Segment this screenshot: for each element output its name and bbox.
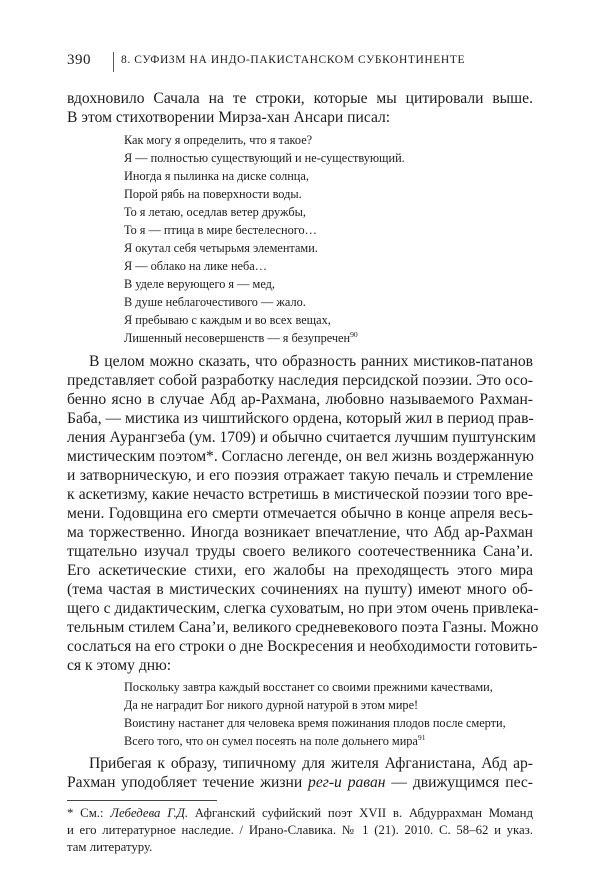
poem-line: Я — полностью существующий и не-существующий. <box>124 151 405 165</box>
poem-line-last <box>124 331 358 346</box>
footnote-line: там литературу. <box>67 840 153 854</box>
poem-line: Да не наградит Бог никого дурной натурой в этом мире! <box>124 698 419 712</box>
poem-line-last <box>124 734 426 749</box>
paragraph-line: Баба, — мистика из чиштийского ордена, который жил в период прав- <box>67 410 534 427</box>
header-divider <box>113 52 114 72</box>
paragraph-line: тельным стилем Сана’и, великого средневекового поэта Газны. Можно <box>67 619 539 636</box>
footnote-marker: * <box>67 806 74 820</box>
paragraph-line: представляет собой разработку наследия персидской поэзии. Это осо- <box>67 372 533 389</box>
paragraph-line: и затворническую, и его поэзия отражает такую печаль и стремление <box>67 467 533 484</box>
closing-line: Прибегая к образу, типичному для жителя Афганистана, Абд ар- <box>89 755 533 772</box>
paragraph-line: щего с дидактическим, слегка суховатым, но при этом очень привлека- <box>67 600 539 617</box>
running-title: 8. СУФИЗМ НА ИНДО-ПАКИСТАНСКОМ СУБКОНТИНЕНТЕ <box>121 54 466 66</box>
closing-text: Рахман уподобляет течение жизни <box>67 774 309 791</box>
poem-line: Я пребываю с каждым и во всех вещах, <box>124 313 331 327</box>
closing-term: рег-и раван <box>308 774 386 791</box>
page-header <box>67 52 547 74</box>
footnote-text: Афганский суфийский поэт XVII в. Абдуррахман Моманд <box>188 806 533 820</box>
poem-line: Порой рябь на поверхности воды. <box>124 187 302 201</box>
footnote-line: и его литературное наследие. / Ирано-Славика. № 1 (21). 2010. С. 58–62 и указ. <box>67 823 533 837</box>
intro-line: В этом стихотворении Мирза-хан Ансари писал: <box>67 109 391 126</box>
paragraph-line: Его аскетические стихи, его жалобы на преходящесть этого мира <box>67 562 533 579</box>
footnote-text: См.: <box>73 806 111 820</box>
closing-line <box>67 774 533 792</box>
poem-line: Я — облако на лике неба… <box>124 259 267 273</box>
footnote-author: Лебедева Г.Д. <box>110 806 189 820</box>
poem-line: То я — птица в мире бестелесного… <box>124 223 317 237</box>
paragraph-line: ма торжественно. Иногда возникает впечатление, что Абд ар-Рахман <box>67 524 533 541</box>
intro-line: вдохновило Сачала на те строки, которые мы цитировали выше. <box>67 90 533 107</box>
note-ref: 91 <box>417 732 426 742</box>
poem-line: То я летаю, оседлав ветер дружбы, <box>124 205 306 219</box>
paragraph-line: сослаться на его строки о дне Воскресения и необходимости готовить- <box>67 638 538 655</box>
paragraph-line: мистическим поэтом*. Согласно легенде, он вел жизнь воздержанную <box>67 448 534 465</box>
paragraph-line: ления Аурангзеба (ум. 1709) и обычно считается лучшим пуштунским <box>67 429 536 446</box>
poem-line: Я окутал себя четырьмя элементами. <box>124 241 318 255</box>
paragraph-line: мени. Годовщина его смерти отмечается обычно в конце апреля весь- <box>67 505 533 522</box>
closing-text: — движущимся пес- <box>385 774 533 791</box>
paragraph-line: к аскетизму, какие нечасто встретишь в мистической поэзии того вре- <box>67 486 533 503</box>
page-number: 390 <box>67 52 91 68</box>
footnote-divider <box>67 800 217 801</box>
paragraph-line: (тема частая в мистических сочинениях на пушту) имеют много об- <box>67 581 533 598</box>
poem-line: В уделе верующего я — мед, <box>124 277 275 291</box>
poem-line: Воистину настанет для человека время пожинания плодов после смерти, <box>124 716 506 730</box>
paragraph-line: ся к этому дню: <box>67 657 172 674</box>
poem-text: Лишенный несовершенств — я безупречен <box>124 331 351 345</box>
poem-line: В душе неблагочестивого — жало. <box>124 295 306 309</box>
paragraph-line: бенно ясно в случае Абд ар-Рахмана, любовно называемого Рахман- <box>67 391 533 408</box>
note-ref: 90 <box>350 329 358 339</box>
poem-text: Всего того, что он сумел посеять на поле дольнего мира <box>124 734 418 748</box>
poem-line: Как могу я определить, что я такое? <box>124 133 313 147</box>
paragraph-line: тщательно изучал труды своего великого соотечественника Сана’и. <box>67 543 533 560</box>
paragraph-line: В целом можно сказать, что образность ранних мистиков-патанов <box>89 353 533 370</box>
poem-line: Поскольку завтра каждый восстанет со своими прежними качествами, <box>124 680 493 694</box>
footnote-line <box>67 806 533 821</box>
poem-line: Иногда я пылинка на диске солнца, <box>124 169 309 183</box>
